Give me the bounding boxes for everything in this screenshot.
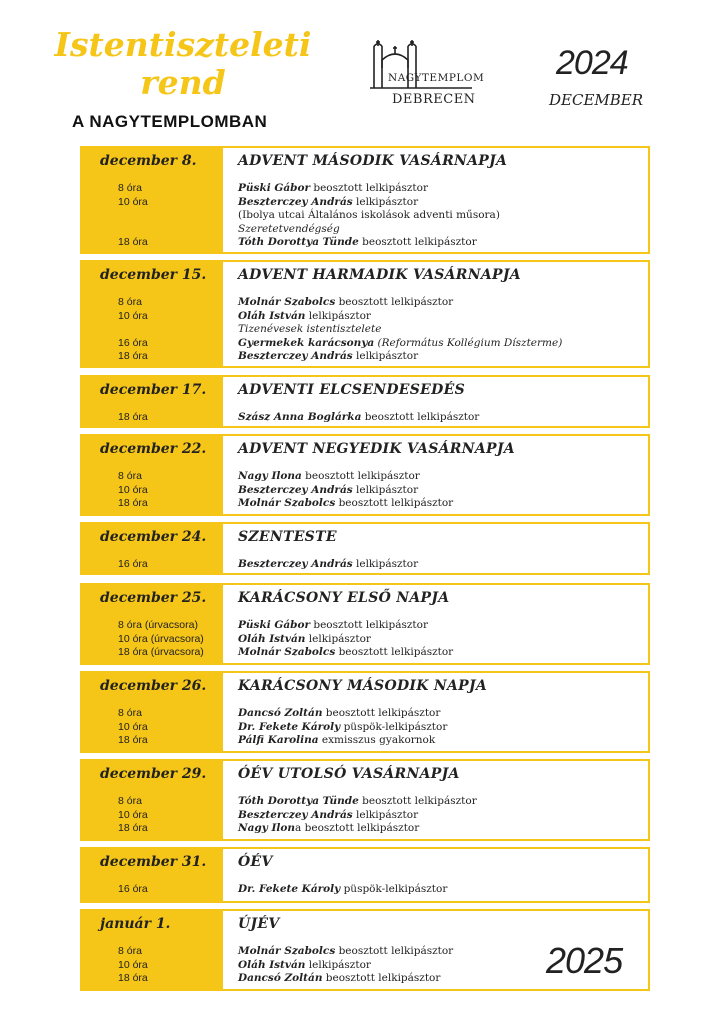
minister-role: lelkipásztor — [352, 350, 419, 363]
title-line-1: Istentiszteleti — [54, 25, 312, 64]
minister-name: Tóth Dorottya Tünde — [238, 236, 359, 249]
service-time: 16 óra — [118, 336, 148, 349]
logo-text-debrecen: DEBRECEN — [392, 92, 476, 107]
service-description — [238, 323, 381, 337]
service-time: 10 óra — [118, 958, 148, 971]
service-time: 8 óra — [118, 945, 142, 957]
minister-role: lelkipásztor — [305, 958, 371, 971]
event-date: december 26. — [100, 678, 207, 694]
schedule-block — [80, 375, 650, 428]
service-row — [82, 196, 648, 210]
service-rows — [82, 296, 648, 364]
service-time: 8 óra — [118, 795, 142, 807]
event-date: december 25. — [100, 590, 207, 606]
service-time: 18 óra — [118, 734, 148, 747]
service-time: 8 óra — [118, 296, 142, 308]
service-row — [82, 646, 648, 660]
event-title: ADVENTI ELCSENDESEDÉS — [238, 382, 465, 398]
minister-role: lelkipásztor — [305, 632, 371, 645]
event-date: december 8. — [100, 153, 197, 169]
minister-name: Beszterczey András — [238, 195, 353, 208]
service-note: Tizenévesek istentisztelete — [238, 323, 382, 336]
minister-name: Püski Gábor — [238, 619, 311, 631]
service-note: (Református Kollégium Díszterme) — [374, 336, 563, 349]
event-title: ÓÉV — [238, 854, 273, 870]
minister-name: Molnár Szabolcs — [238, 497, 336, 510]
minister-name: Dr. Fekete Károly — [238, 883, 341, 895]
service-time: 10 óra — [118, 195, 148, 208]
event-title: SZENTESTE — [238, 529, 337, 545]
service-row — [82, 633, 648, 647]
year-label: 2024 — [556, 44, 628, 82]
minister-name: Pálfi Karolina — [238, 734, 319, 747]
minister-name: Püski Gábor — [238, 182, 311, 194]
minister-role: beosztott lelkipásztor — [322, 972, 441, 985]
service-row — [82, 734, 648, 748]
minister-name: Molnár Szabolcs — [238, 646, 336, 659]
service-time: 10 óra — [118, 483, 148, 496]
service-row — [82, 497, 648, 511]
minister-name: Oláh István — [238, 958, 306, 971]
service-time: 10 óra — [118, 309, 148, 322]
minister-name: Molnár Szabolcs — [238, 296, 336, 308]
service-row — [82, 182, 648, 196]
service-row — [82, 484, 648, 498]
schedule-block — [80, 434, 650, 516]
service-time: 18 óra — [118, 350, 148, 363]
service-description — [238, 223, 340, 237]
minister-role: lelkipásztor — [352, 808, 419, 821]
service-rows — [82, 411, 648, 425]
service-rows — [82, 883, 648, 897]
service-description — [238, 795, 477, 809]
month-label: DECEMBER — [549, 91, 644, 109]
service-description — [238, 310, 371, 324]
service-rows — [82, 558, 648, 572]
minister-role: beosztott lelkipásztor — [335, 497, 454, 510]
service-row — [82, 323, 648, 337]
service-description — [238, 182, 428, 196]
service-row — [82, 558, 648, 572]
minister-name: Gyermekek karácsonya — [238, 336, 375, 349]
title-line-2: rend — [140, 63, 226, 102]
service-description — [238, 959, 371, 973]
minister-role: lelkipásztor — [352, 558, 419, 570]
event-date: január 1. — [100, 916, 171, 932]
minister-role: beosztott lelkipásztor — [335, 296, 454, 308]
service-row — [82, 209, 648, 223]
service-row — [82, 236, 648, 250]
service-description — [238, 470, 420, 484]
service-description — [238, 296, 453, 310]
service-description — [238, 484, 418, 498]
service-description — [238, 707, 440, 721]
minister-role: exmisszus gyakornok — [318, 734, 436, 747]
service-row — [82, 707, 648, 721]
service-time: 8 óra — [118, 470, 142, 482]
service-description — [238, 196, 418, 210]
service-row — [82, 883, 648, 897]
event-title: ÓÉV UTOLSÓ VASÁRNAPJA — [238, 766, 460, 782]
minister-role: beosztott lelkipásztor — [358, 795, 477, 807]
service-row — [82, 296, 648, 310]
service-description — [238, 337, 562, 351]
service-row — [82, 350, 648, 364]
minister-role: beosztott lelkipásztor — [301, 470, 420, 482]
service-time: 18 óra (úrvacsora) — [118, 646, 204, 659]
service-time: 10 óra — [118, 808, 148, 821]
event-title: ADVENT HARMADIK VASÁRNAPJA — [238, 267, 521, 283]
service-description — [238, 822, 419, 836]
event-title: ADVENT NEGYEDIK VASÁRNAPJA — [238, 441, 515, 457]
service-row — [82, 223, 648, 237]
event-date: december 15. — [100, 267, 207, 283]
event-title: KARÁCSONY ELSŐ NAPJA — [238, 590, 450, 606]
page-title — [48, 26, 318, 102]
service-row — [82, 822, 648, 836]
service-time: 8 óra — [118, 182, 142, 194]
minister-name: Oláh István — [238, 309, 306, 322]
minister-name: Tóth Dorottya Tünde — [238, 795, 359, 807]
service-description — [238, 646, 453, 660]
minister-name: Beszterczey András — [238, 483, 353, 496]
service-rows — [82, 182, 648, 250]
schedule-block — [80, 146, 650, 254]
service-description — [238, 883, 447, 897]
schedule-block — [80, 847, 650, 903]
minister-role: lelkipásztor — [352, 483, 419, 496]
footer-year: 2025 — [546, 940, 623, 981]
service-description — [238, 945, 453, 959]
minister-role: beosztott lelkipásztor — [361, 411, 480, 423]
service-rows — [82, 470, 648, 511]
minister-name: Nagy Ilona — [238, 470, 302, 482]
minister-role: a beosztott lelkipásztor — [295, 822, 420, 835]
service-rows — [82, 795, 648, 836]
schedule-block — [80, 671, 650, 753]
minister-role: püspök-lelkipásztor — [340, 883, 448, 895]
event-date: december 17. — [100, 382, 207, 398]
minister-name: Beszterczey András — [238, 558, 353, 570]
schedule-block — [80, 522, 650, 575]
event-date: december 29. — [100, 766, 207, 782]
schedule-block — [80, 583, 650, 665]
service-row — [82, 809, 648, 823]
minister-name: Nagy Ilon — [238, 822, 296, 835]
minister-name: Beszterczey András — [238, 350, 353, 363]
minister-role: beosztott lelkipásztor — [310, 619, 428, 631]
minister-name: Dr. Fekete Károly — [238, 720, 341, 733]
minister-name: Oláh István — [238, 632, 306, 645]
minister-role: beosztott lelkipásztor — [335, 945, 454, 957]
service-description — [238, 497, 453, 511]
service-time: 18 óra — [118, 822, 148, 835]
event-title: KARÁCSONY MÁSODIK NAPJA — [238, 678, 488, 694]
event-date: december 24. — [100, 529, 207, 545]
service-description — [238, 411, 479, 425]
service-row — [82, 470, 648, 484]
minister-role: (Ibolya utcai Általános iskolások adventi műsora) — [238, 209, 500, 222]
service-time: 18 óra — [118, 497, 148, 510]
service-time: 18 óra — [118, 236, 148, 249]
service-row — [82, 619, 648, 633]
service-description — [238, 236, 477, 250]
minister-name: Dancsó Zoltán — [238, 972, 323, 985]
minister-role: beosztott lelkipásztor — [322, 707, 441, 719]
minister-role: lelkipásztor — [352, 195, 419, 208]
service-description — [238, 734, 435, 748]
schedule-block — [80, 260, 650, 368]
event-title: ÚJÉV — [238, 916, 280, 932]
event-title: ADVENT MÁSODIK VASÁRNAPJA — [238, 153, 508, 169]
minister-role: beosztott lelkipásztor — [310, 182, 428, 194]
service-row — [82, 310, 648, 324]
service-row — [82, 721, 648, 735]
service-time: 8 óra (úrvacsora) — [118, 619, 198, 631]
service-description — [238, 809, 418, 823]
service-rows — [82, 707, 648, 748]
minister-role: lelkipásztor — [305, 309, 371, 322]
service-row — [82, 795, 648, 809]
service-time: 16 óra — [118, 558, 148, 570]
service-time: 16 óra — [118, 883, 148, 895]
minister-role: püspök-lelkipásztor — [340, 720, 448, 733]
minister-role: beosztott lelkipásztor — [358, 236, 477, 249]
service-description — [238, 209, 500, 223]
service-description — [238, 721, 447, 735]
church-logo — [368, 38, 485, 110]
minister-name: Szász Anna Boglárka — [238, 411, 362, 423]
service-rows — [82, 619, 648, 660]
service-time: 10 óra (úrvacsora) — [118, 632, 204, 645]
minister-role: beosztott lelkipásztor — [335, 646, 454, 659]
service-description — [238, 350, 418, 364]
service-time: 8 óra — [118, 707, 142, 719]
event-date: december 22. — [100, 441, 207, 457]
event-date: december 31. — [100, 854, 207, 870]
service-time: 10 óra — [118, 720, 148, 733]
logo-text-nagytemplom: NAGYTEMPLOM — [388, 72, 485, 84]
schedule-block — [80, 759, 650, 841]
minister-name: Beszterczey András — [238, 808, 353, 821]
service-time: 18 óra — [118, 411, 148, 423]
service-row — [82, 337, 648, 351]
service-description — [238, 633, 371, 647]
minister-name: Molnár Szabolcs — [238, 945, 336, 957]
service-description — [238, 972, 440, 986]
page-subtitle: A NAGYTEMPLOMBAN — [72, 112, 268, 131]
minister-name: Dancsó Zoltán — [238, 707, 323, 719]
service-time: 18 óra — [118, 972, 148, 985]
service-note: Szeretetvendégség — [238, 222, 340, 235]
service-description — [238, 619, 428, 633]
service-description — [238, 558, 418, 572]
service-row — [82, 411, 648, 425]
